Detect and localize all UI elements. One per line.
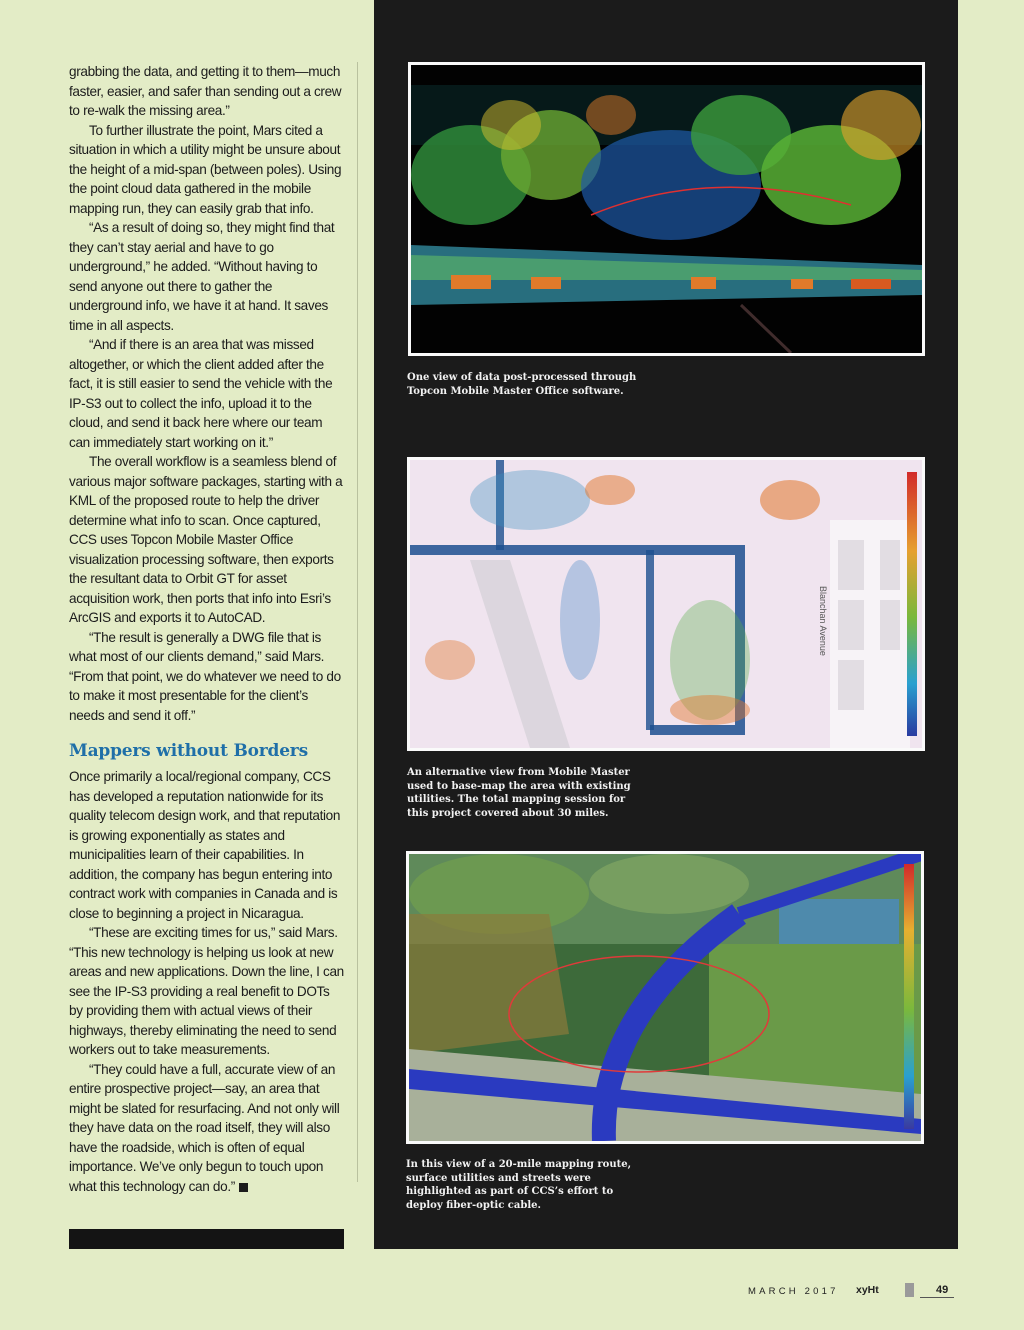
point-cloud-image-1 xyxy=(411,65,922,353)
article-paragraph-text: “They could have a full, accurate view of an entire prospective project—say, an area that might be slated for resurfacing. And not only will they have data on the road itself, they will also have the roadside, which is often of equal importance. We’ve only begun to touch upon what this technology can do.” xyxy=(69,1061,340,1194)
section-heading: Mappers without Borders xyxy=(69,741,308,761)
base-map-photo-2 xyxy=(407,457,925,751)
street-view-photo-3 xyxy=(406,851,924,1144)
column-divider xyxy=(357,62,358,1182)
page-number: 49 xyxy=(936,1284,949,1296)
article-text-column xyxy=(69,62,344,1196)
article-paragraph: To further illustrate the point, Mars cited a situation in which a utility might be unsure about the height of a mid-span (between poles). Using the point cloud data gathered in the mobile mapping run, they can easily grab that info. xyxy=(69,122,342,216)
figure-caption-1: One view of data post-processed through Topcon Mobile Master Office software. xyxy=(407,372,637,397)
footer-magazine: xyHt xyxy=(856,1284,879,1296)
article-paragraph: grabbing the data, and getting it to them—much faster, easier, and safer than sending out a crew to re-walk the missing area.” xyxy=(69,64,342,118)
page-footer xyxy=(740,1283,956,1303)
figure-caption-2: An alternative view from Mobile Master used to base-map the area with existing utilities. The total mapping session for this project covered about 30 miles. xyxy=(407,767,631,819)
base-map-image-2 xyxy=(410,460,922,748)
street-label: Blanchan Avenue xyxy=(818,586,828,656)
street-view-image-3 xyxy=(409,854,921,1141)
article-paragraph: The overall workflow is a seamless blend of various major software packages, starting with a KML of the proposed route to help the driver determine what info to scan. Once captured, CCS uses Topcon Mobile Master Office visualization processing software, then exports the resultant data to Orbit GT for asset acquisition work, then ports that info into Esri’s ArcGIS and exports it to AutoCAD. xyxy=(69,454,343,625)
figure-caption-3: In this view of a 20-mile mapping route, surface utilities and streets were highlighted as part of CCS’s effort to deploy fiber-optic cable. xyxy=(406,1159,632,1211)
footer-month: MARCH 2017 xyxy=(748,1286,839,1297)
article-paragraph: “These are exciting times for us,” said Mars. “This new technology is helping us look at new areas and new applications. Down the line, I can see the IP-S3 providing a real benefit to DOTs by providing them with actual views of their highways, thereby eliminating the need to send workers out to take measurements. xyxy=(69,925,344,1057)
footer-black-bar xyxy=(69,1229,344,1249)
point-cloud-photo-1 xyxy=(408,62,925,356)
article-paragraph: Once primarily a local/regional company, CCS has developed a reputation nationwide for its quality telecom design work, and that reputation is growing exponentially as states and municipalities learn of their capabilities. In addition, the company has begun entering into contract work with companies in Canada and is close to beginning a project in Nicaragua. xyxy=(69,769,341,921)
article-paragraph: “And if there is an area that was missed altogether, or which the client added after the fact, it is still easier to send the vehicle with the IP-S3 out to collect the info, upload it to the cloud, and send it back here where our team can immediately start working on it.” xyxy=(69,337,333,450)
article-paragraph: “As a result of doing so, they might find that they can’t stay aerial and have to go underground,” he added. “Without having to send anyone out there to gather the underground info, we have it at hand. It saves time in all aspects. xyxy=(69,220,335,333)
footer-block-icon xyxy=(905,1283,914,1297)
footer-rule xyxy=(920,1297,954,1298)
article-paragraph-final xyxy=(69,1060,344,1197)
article-paragraph: “The result is generally a DWG file that is what most of our clients demand,” said Mars. “From that point, we do whatever we need to do to make it most presentable for the client’s needs and send it off.” xyxy=(69,629,341,723)
end-mark-icon xyxy=(239,1183,248,1192)
